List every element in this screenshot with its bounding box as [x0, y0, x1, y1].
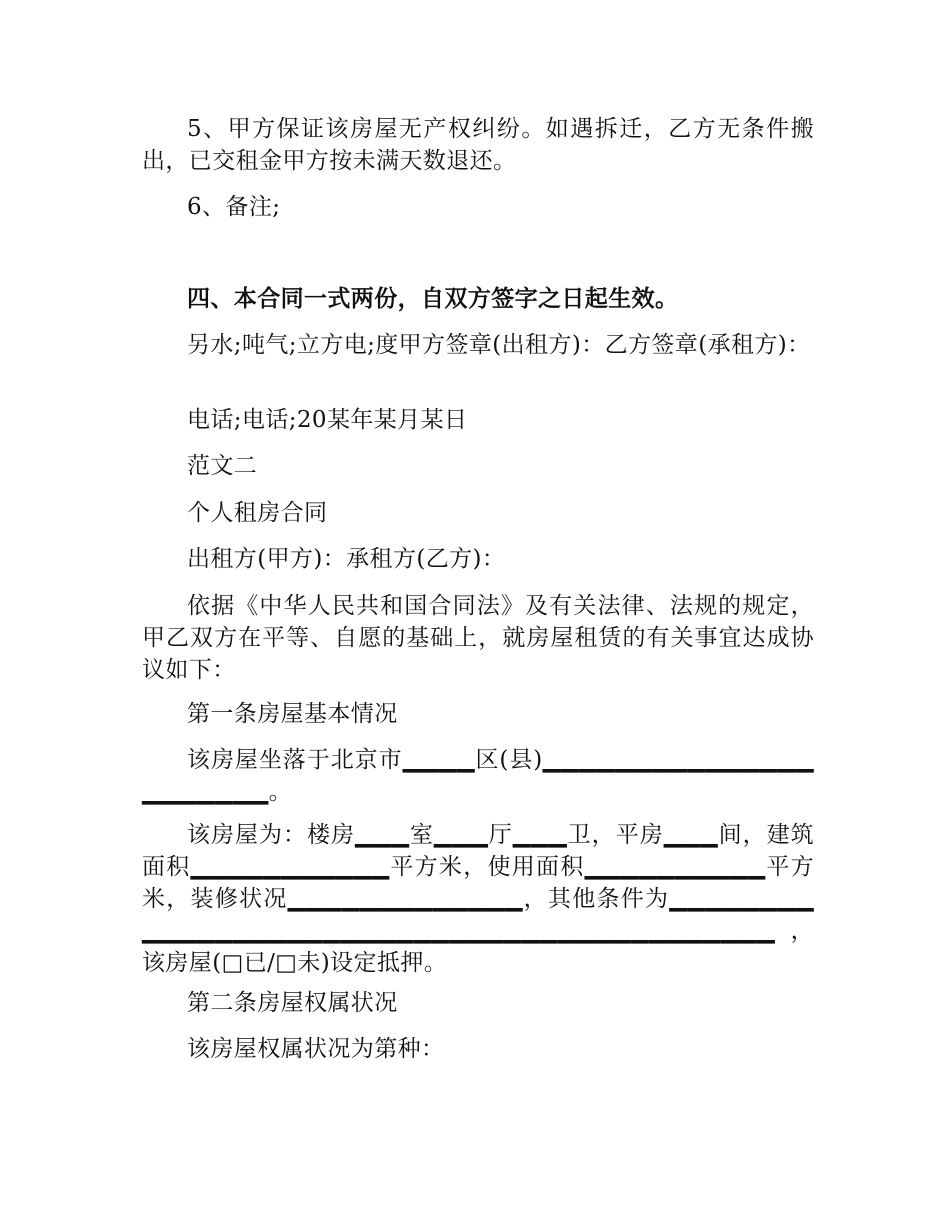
- utilities-signature-line: 另水;吨气;立方电;度甲方签章(出租方)：乙方签章(承租方)：: [187, 332, 811, 358]
- parties-line: 出租方(甲方)：承租方(乙方)：: [187, 546, 506, 572]
- clause-6-remarks: 6、备注;: [187, 194, 281, 220]
- phone-date-line: 电话;电话;20某年某月某日: [187, 407, 468, 433]
- basis-paragraph: 依据《中华人民共和国合同法》及有关法律、法规的规定，甲乙双方在平等、自愿的基础上，就房屋租赁的有关事宜达成协议如下：: [142, 593, 814, 683]
- location-paragraph: 该房屋坐落于北京市▁▁▁▁区(县)▁▁▁▁▁▁▁▁▁▁▁▁▁▁▁▁▁▁▁▁▁▁。: [142, 747, 814, 805]
- house-details-paragraph: 该房屋为：楼房▁▁▁室▁▁▁厅▁▁▁卫，平房▁▁▁间，建筑面积▁▁▁▁▁▁▁▁▁▁▁平方米，使用面积▁▁▁▁▁▁▁▁▁▁平方米，装修状况▁▁▁▁▁▁▁▁▁▁▁▁▁，其他条件为▁▁▁▁▁▁▁▁▁▁▁▁▁▁▁▁▁▁▁▁▁▁▁▁▁▁▁▁▁▁▁▁▁▁▁▁▁▁▁▁▁▁▁，该房屋(□已/□未)设定抵押。: [142, 822, 814, 976]
- section-four-heading: 四、本合同一式两份，自双方签字之日起生效。: [187, 285, 679, 312]
- article-two-heading: 第二条房屋权属状况: [187, 990, 398, 1016]
- ownership-status-line: 该房屋权属状况为第种：: [187, 1036, 445, 1062]
- article-one-heading: 第一条房屋基本情况: [187, 701, 398, 727]
- clause-5-paragraph: 5、甲方保证该房屋无产权纠纷。如遇拆迁，乙方无条件搬出，已交租金甲方按未满天数退还。: [142, 116, 814, 174]
- contract-title: 个人租房合同: [187, 500, 328, 526]
- sample-two-label: 范文二: [187, 453, 258, 479]
